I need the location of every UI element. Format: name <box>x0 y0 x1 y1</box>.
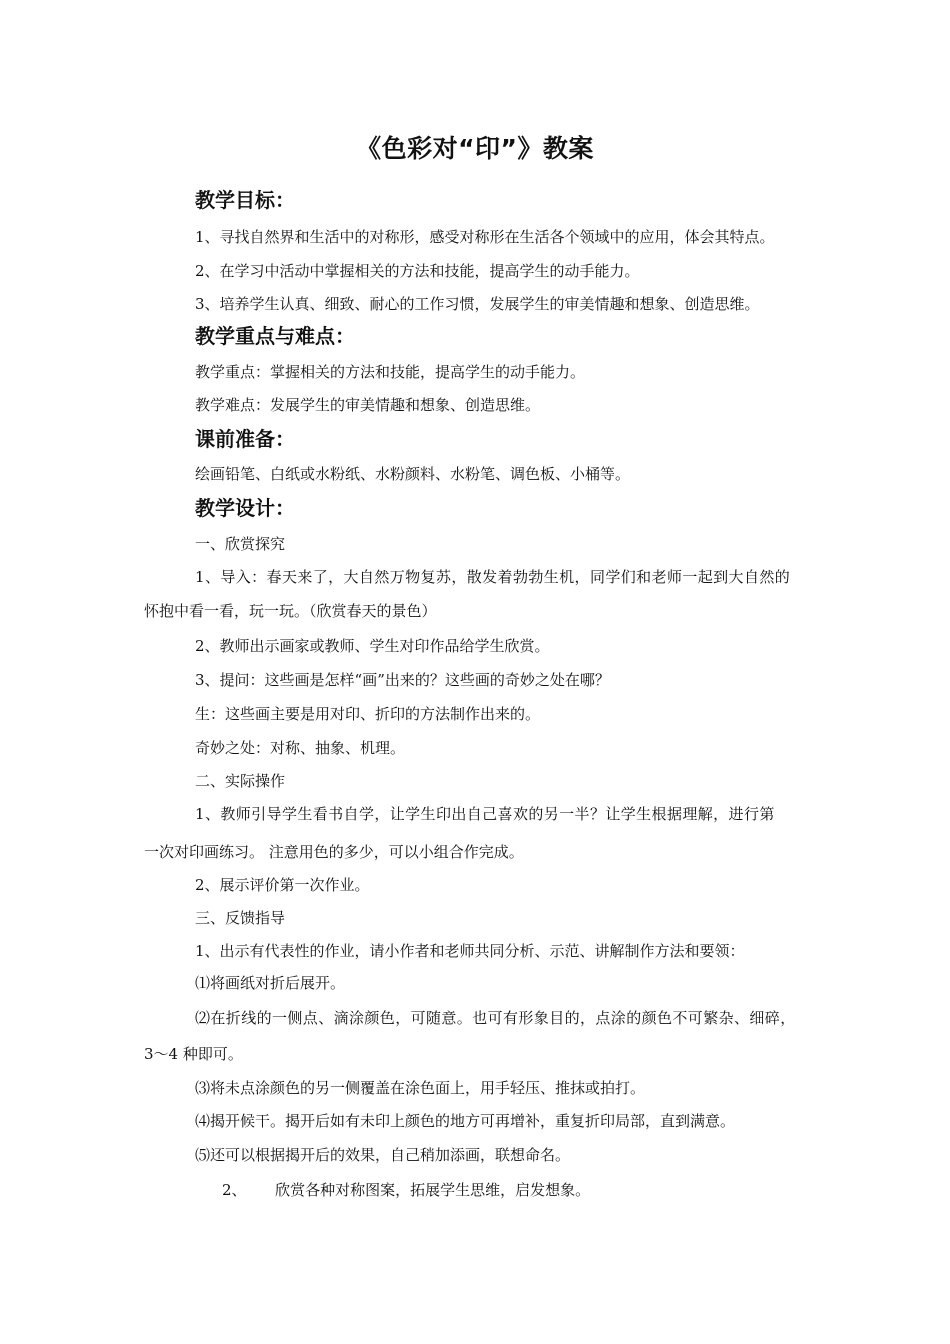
paragraph-line: 2、教师出示画家或教师、学生对印作品给学生欣赏。 <box>195 637 550 655</box>
step-item: ⑷揭开候干。揭开后如有未印上颜色的地方可再增补，重复折印局部，直到满意。 <box>195 1112 736 1130</box>
heading-preparation: 课前准备： <box>195 427 295 451</box>
section-title: 三、反馈指导 <box>195 909 286 927</box>
step-item: ⑸还可以根据揭开后的效果，自己稍加添画，联想命名。 <box>195 1146 571 1164</box>
heading-key-points: 教学重点与难点： <box>195 324 355 348</box>
document-title: 《色彩对“印”》教案 <box>356 134 594 163</box>
step-item: ⑶将未点涂颜色的另一侧覆盖在涂色面上，用手轻压、推抹或拍打。 <box>195 1079 646 1097</box>
paragraph-line: 1、教师引导学生看书自学，让学生印出自己喜欢的另一半？让学生根据理解，进行第 <box>195 805 775 823</box>
objective-item: 2、在学习中活动中掌握相关的方法和技能，提高学生的动手能力。 <box>195 262 640 280</box>
key-point-item: 教学难点：发展学生的审美情趣和想象、创造思维。 <box>195 396 541 414</box>
heading-objectives: 教学目标： <box>195 188 295 212</box>
step-item: ⑵在折线的一侧点、滴涂颜色，可随意。也可有形象目的，点涂的颜色不可繁杂、细碎， <box>195 1009 796 1027</box>
section-title: 二、实际操作 <box>195 772 286 790</box>
step-item: ⑴将画纸对折后展开。 <box>195 974 346 992</box>
paragraph-line: 怀抱中看一看，玩一玩。（欣赏春天的景色） <box>144 602 437 620</box>
heading-design: 教学设计： <box>195 496 295 520</box>
objective-item: 3、培养学生认真、细致、耐心的工作习惯，发展学生的审美情趣和想象、创造思维。 <box>195 295 760 313</box>
paragraph-line: 2、展示评价第一次作业。 <box>195 876 370 894</box>
paragraph-line: 2、 欣赏各种对称图案，拓展学生思维，启发想象。 <box>222 1181 591 1199</box>
paragraph-line: 1、出示有代表性的作业，请小作者和老师共同分析、示范、讲解制作方法和要领： <box>195 942 745 960</box>
key-point-item: 教学重点：掌握相关的方法和技能，提高学生的动手能力。 <box>195 363 586 381</box>
objective-item: 1、寻找自然界和生活中的对称形，感受对称形在生活各个领域中的应用，体会其特点。 <box>195 228 775 246</box>
paragraph-line: 1、导入：春天来了，大自然万物复苏，散发着勃勃生机，同学们和老师一起到大自然的 <box>195 568 791 586</box>
paragraph-line: 奇妙之处：对称、抽象、机理。 <box>195 739 406 757</box>
paragraph-line: 一次对印画练习。 注意用色的多少，可以小组合作完成。 <box>144 843 524 861</box>
step-item: 3～4 种即可。 <box>144 1045 243 1063</box>
paragraph-line: 3、提问：这些画是怎样“画”出来的？这些画的奇妙之处在哪？ <box>195 671 610 689</box>
paragraph-line: 生：这些画主要是用对印、折印的方法制作出来的。 <box>195 705 541 723</box>
preparation-text: 绘画铅笔、白纸或水粉纸、水粉颜料、水粉笔、调色板、小桶等。 <box>195 465 631 483</box>
section-title: 一、欣赏探究 <box>195 535 286 553</box>
